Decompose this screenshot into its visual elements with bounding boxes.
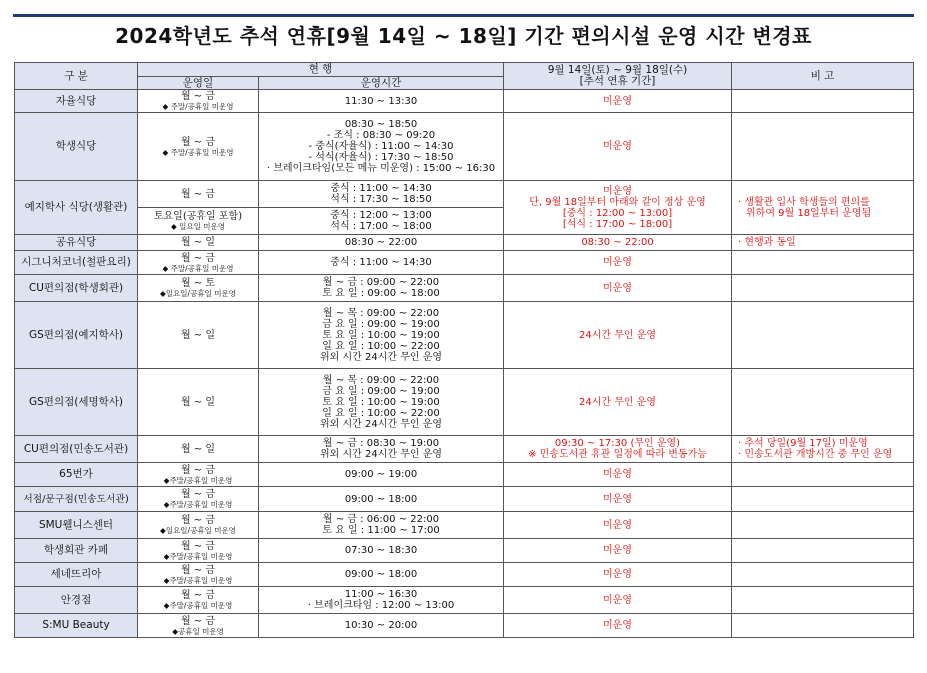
days-value: 월 ~ 금 [180, 564, 216, 576]
remark-line: · 추석 당일(9월 17일) 미운영 [738, 438, 868, 449]
holiday-hours: 미운영 [504, 587, 732, 614]
table-row [15, 563, 914, 587]
facility-name: 65번가 [15, 463, 138, 487]
header-current: 현 행 [138, 63, 504, 77]
holiday-line: 단, 9월 18일부터 아래와 같이 정상 운영 [529, 196, 706, 208]
holiday-hours: 미운영 [504, 251, 732, 275]
operating-hours: 10:30 ~ 20:00 [259, 614, 504, 638]
operating-hours: 09:00 ~ 19:00 [259, 463, 504, 487]
hours-line: 중식 : 12:00 ~ 13:00 [330, 210, 432, 221]
operating-hours [259, 208, 504, 235]
hours-line: 11:30 ~ 13:30 [344, 95, 418, 107]
operating-hours [259, 369, 504, 436]
hours-line: - 석식(자율식) : 17:30 ~ 18:50 [308, 152, 454, 163]
hours-line: 토 요 일 : 11:00 ~ 17:00 [322, 525, 440, 536]
operating-hours [259, 436, 504, 463]
days-value: 월 ~ 금 [180, 489, 216, 500]
operating-hours: 09:00 ~ 18:00 [259, 487, 504, 512]
days-note: ◆일요일/공휴일 미운영 [160, 526, 236, 535]
title-rule [13, 14, 914, 17]
operating-days [138, 614, 259, 638]
days-value: 토요일(공휴일 포함) [153, 211, 243, 222]
facility-name: CU편의점(민송도서관) [15, 436, 138, 463]
hours-line: 일 요 일 : 10:00 ~ 22:00 [322, 340, 440, 352]
table-row [15, 539, 914, 563]
operating-days: 월 ~ 일 [138, 302, 259, 369]
operating-days [138, 487, 259, 512]
hours-line: 석식 : 17:00 ~ 18:00 [330, 221, 432, 232]
operating-hours: 07:30 ~ 18:30 [259, 539, 504, 563]
table-row [15, 614, 914, 638]
table-row [15, 181, 914, 208]
hours-line: 중식 : 11:00 ~ 14:30 [330, 183, 432, 194]
table-row [15, 369, 914, 436]
page-title: 2024학년도 추석 연휴[9월 14일 ~ 18일] 기간 편의시설 운영 시간 변경표 [115, 24, 812, 48]
facility-name: 학생식당 [15, 113, 138, 181]
holiday-line: [중식 : 12:00 ~ 13:00] [562, 207, 673, 219]
operating-hours [259, 275, 504, 302]
remarks [732, 251, 914, 275]
facility-name: 안경점 [15, 587, 138, 614]
operating-days [138, 208, 259, 235]
holiday-line: ※ 민송도서관 휴관 일정에 따라 변동가능 [528, 449, 707, 460]
hours-line: 위외 시간 24시간 무인 운영 [319, 418, 443, 430]
hours-line: 일 요 일 : 10:00 ~ 22:00 [322, 407, 440, 419]
hours-line: 위외 시간 24시간 무인 운영 [319, 351, 443, 363]
facility-name: GS편의점(예지학사) [15, 302, 138, 369]
operating-days [138, 587, 259, 614]
remarks [732, 512, 914, 539]
table-row [15, 113, 914, 181]
days-note: ◆주말/공휴일 미운영 [163, 601, 233, 610]
table-row [15, 90, 914, 113]
holiday-hours [504, 436, 732, 463]
table-row [15, 302, 914, 369]
holiday-hours: 미운영 [504, 113, 732, 181]
days-note: ◆ 일요일 미운영 [170, 222, 225, 231]
facility-name: 서점/문구점(민송도서관) [15, 487, 138, 512]
operating-hours [259, 90, 504, 113]
holiday-line: 09:30 ~ 17:30 (무인 운영) [554, 438, 681, 449]
days-note: ◆주말/공휴일 미운영 [163, 475, 233, 485]
table-row [15, 512, 914, 539]
operating-days [138, 113, 259, 181]
facility-name: SMU웰니스센터 [15, 512, 138, 539]
hours-line: 토 요 일 : 10:00 ~ 19:00 [322, 329, 440, 341]
table-row [15, 587, 914, 614]
holiday-hours: 24시간 무인 운영 [504, 302, 732, 369]
days-note: ◆ 주말/공휴일 미운영 [162, 102, 234, 111]
operating-hours [259, 587, 504, 614]
facility-name: CU편의점(학생회관) [15, 275, 138, 302]
operating-hours [259, 302, 504, 369]
operating-hours [259, 512, 504, 539]
operating-hours [259, 113, 504, 181]
remark-line: 위하여 9월 18일부터 운영됨 [746, 207, 872, 219]
holiday-hours: 24시간 무인 운영 [504, 369, 732, 436]
hours-line: 월 ~ 목 : 09:00 ~ 22:00 [322, 307, 440, 319]
operating-days [138, 563, 259, 587]
days-value: 월 ~ 금 [180, 615, 216, 627]
header-hours: 운영시간 [259, 77, 504, 90]
operating-hours: 09:00 ~ 18:00 [259, 563, 504, 587]
remark-line: · 생활관 입사 학생들의 편의를 [738, 196, 870, 208]
remarks [732, 563, 914, 587]
hours-line: 토 요 일 : 09:00 ~ 18:00 [322, 288, 440, 299]
holiday-hours: 미운영 [504, 487, 732, 512]
table-row [15, 275, 914, 302]
hours-line: 월 ~ 금 : 09:00 ~ 22:00 [322, 277, 440, 288]
hours-line: 월 ~ 목 : 09:00 ~ 22:00 [322, 374, 440, 386]
facility-name: S:MU Beauty [15, 614, 138, 638]
days-value: 월 ~ 금 [180, 464, 216, 476]
holiday-hours: 08:30 ~ 22:00 [504, 235, 732, 251]
table-row [15, 487, 914, 512]
facility-name: 학생회관 카페 [15, 539, 138, 563]
operating-days [138, 512, 259, 539]
operating-days: 월 ~ 일 [138, 235, 259, 251]
operating-hours [259, 181, 504, 208]
days-value: 월 ~ 금 [180, 91, 216, 102]
remarks: · 현행과 동일 [732, 235, 914, 251]
days-value: 월 ~ 토 [180, 278, 216, 289]
facility-name: 공유식당 [15, 235, 138, 251]
days-note: ◆주말/공휴일 미운영 [163, 500, 233, 509]
holiday-hours: 미운영 [504, 512, 732, 539]
days-note: ◆ 주말/공휴일 미운영 [162, 263, 234, 273]
remarks [732, 587, 914, 614]
hours-line: 08:30 ~ 18:50 [344, 119, 418, 130]
days-value: 월 ~ 금 [180, 515, 216, 526]
facility-name: 예지학사 식당(생활관) [15, 181, 138, 235]
remarks [732, 90, 914, 113]
remarks [732, 539, 914, 563]
header-note: 비 고 [732, 63, 914, 90]
operating-days [138, 539, 259, 563]
days-note: ◆일요일/공휴일 미운영 [160, 289, 236, 298]
header-category: 구 분 [15, 63, 138, 90]
remarks [732, 463, 914, 487]
hours-line: · 브레이크타임 : 12:00 ~ 13:00 [307, 600, 455, 611]
holiday-hours: 미운영 [504, 539, 732, 563]
holiday-hours: 미운영 [504, 275, 732, 302]
holiday-hours: 미운영 [504, 563, 732, 587]
days-value: 월 ~ 금 [180, 540, 216, 552]
remark-line: · 민송도서관 개방시간 중 무인 운영 [738, 449, 893, 460]
holiday-hours: 미운영 [504, 463, 732, 487]
operating-days: 월 ~ 일 [138, 436, 259, 463]
hours-line: - 조식 : 08:30 ~ 09:20 [326, 130, 436, 141]
hours-line: 금 요 일 : 09:00 ~ 19:00 [322, 318, 440, 330]
hours-line: 위외 시간 24시간 무인 운영 [319, 449, 443, 460]
facility-name: 시그니처코너(철판요리) [15, 251, 138, 275]
remarks [732, 113, 914, 181]
holiday-hours: 미운영 [504, 614, 732, 638]
schedule-table [14, 62, 914, 638]
header-days: 운영일 [138, 77, 259, 90]
hours-line: 월 ~ 금 : 08:30 ~ 19:00 [322, 438, 440, 449]
days-value: 월 ~ 금 [180, 590, 216, 601]
header-holiday [504, 63, 732, 90]
days-note: ◆주말/공휴일 미운영 [163, 575, 233, 585]
facility-name: GS편의점(세명학사) [15, 369, 138, 436]
holiday-hours: 미운영 [504, 90, 732, 113]
operating-days [138, 463, 259, 487]
hours-line: 토 요 일 : 10:00 ~ 19:00 [322, 396, 440, 408]
hours-line: 금 요 일 : 09:00 ~ 19:00 [322, 385, 440, 397]
operating-hours: 중식 : 11:00 ~ 14:30 [259, 251, 504, 275]
days-note: ◆공휴일 미운영 [172, 626, 224, 636]
remarks [732, 181, 914, 235]
days-value: 월 ~ 금 [180, 136, 216, 148]
table-row [15, 235, 914, 251]
hours-line: 월 ~ 금 : 06:00 ~ 22:00 [322, 514, 440, 525]
facility-name: 자율식당 [15, 90, 138, 113]
holiday-hours [504, 181, 732, 235]
header-holiday-dates: 9월 14일(토) ~ 9월 18일(수) [547, 64, 688, 76]
remarks [732, 614, 914, 638]
remarks [732, 436, 914, 463]
remarks [732, 487, 914, 512]
days-value: 월 ~ 금 [180, 252, 216, 264]
table-row [15, 436, 914, 463]
remarks [732, 302, 914, 369]
holiday-line: [석식 : 17:00 ~ 18:00] [562, 218, 673, 230]
hours-line: 석식 : 17:30 ~ 18:50 [330, 194, 432, 205]
operating-days: 월 ~ 일 [138, 369, 259, 436]
table-row [15, 251, 914, 275]
days-note: ◆주말/공휴일 미운영 [163, 551, 233, 561]
header-holiday-label: [추석 연휴 기간] [579, 75, 656, 87]
hours-line: 11:00 ~ 16:30 [344, 589, 418, 600]
operating-days [138, 275, 259, 302]
operating-days [138, 251, 259, 275]
operating-days: 월 ~ 금 [138, 181, 259, 208]
hours-line: · 브레이크타임(모든 메뉴 미운영) : 15:00 ~ 16:30 [266, 163, 496, 174]
table-row [15, 463, 914, 487]
operating-days [138, 90, 259, 113]
remarks [732, 369, 914, 436]
hours-line: - 중식(자율식) : 11:00 ~ 14:30 [308, 141, 454, 152]
facility-name: 세네뜨리아 [15, 563, 138, 587]
days-note: ◆ 주말/공휴일 미운영 [162, 147, 234, 157]
operating-hours: 08:30 ~ 22:00 [259, 235, 504, 251]
remarks [732, 275, 914, 302]
holiday-line: 미운영 [603, 185, 632, 197]
